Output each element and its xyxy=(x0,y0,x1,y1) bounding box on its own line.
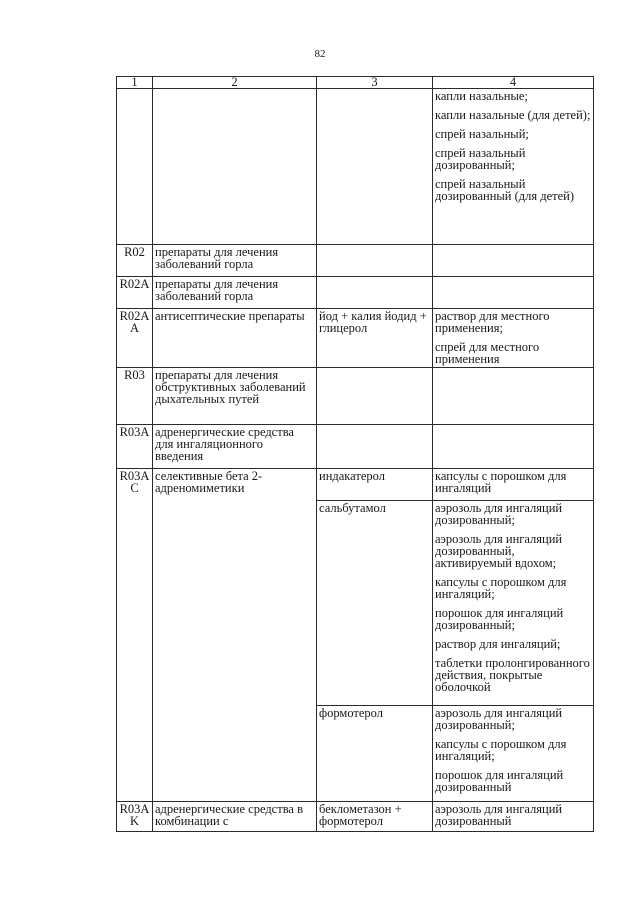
group-name: адренергические средства для ингаляционного введения xyxy=(153,425,317,469)
page-number: 82 xyxy=(314,48,326,60)
drug-name: беклометазон + формотерол xyxy=(317,802,433,832)
column-header: 1 xyxy=(117,77,153,89)
name-cell xyxy=(153,89,317,245)
medication-table xyxy=(116,76,594,832)
group-name: антисептические препараты xyxy=(153,309,317,368)
group-name: адренергические средства в комбинации с xyxy=(153,802,317,832)
forms-cell xyxy=(433,425,594,469)
column-header: 2 xyxy=(153,77,317,89)
dosage-form: капли назальные; xyxy=(435,89,528,103)
table-row xyxy=(117,368,594,425)
table-row xyxy=(117,277,594,309)
dosage-form: спрей для местного применения xyxy=(435,340,540,366)
forms-cell xyxy=(433,89,594,245)
atc-code: R02A A xyxy=(117,309,153,368)
dosage-form: аэрозоль для ингаляций дозированный, активируемый вдохом; xyxy=(435,532,563,570)
dosage-form: аэрозоль для ингаляций дозированный xyxy=(435,802,563,828)
column-header: 3 xyxy=(317,77,433,89)
forms-cell xyxy=(433,368,594,425)
forms-cell xyxy=(433,245,594,277)
dosage-form: спрей назальный дозированный (для детей) xyxy=(435,177,575,203)
dosage-form: порошок для ингаляций дозированный; xyxy=(435,606,564,632)
group-name: препараты для лечения обструктивных заболеваний дыхательных путей xyxy=(153,368,317,425)
drug-cell xyxy=(317,245,433,277)
drug-cell xyxy=(317,425,433,469)
atc-code: R02A xyxy=(117,277,153,309)
forms-cell xyxy=(433,277,594,309)
forms-cell xyxy=(433,706,594,802)
table-row xyxy=(117,425,594,469)
group-name: селективные бета 2-адреномиметики xyxy=(153,469,317,802)
table-row xyxy=(117,802,594,832)
dosage-form: раствор для ингаляций; xyxy=(435,637,561,651)
drug-name: формотерол xyxy=(317,706,433,802)
dosage-form: капсулы с порошком для ингаляций; xyxy=(435,737,567,763)
dosage-form: капсулы с порошком для ингаляций xyxy=(435,469,567,495)
dosage-form: спрей назальный дозированный; xyxy=(435,146,526,172)
dosage-form: порошок для ингаляций дозированный xyxy=(435,768,564,794)
drug-cell xyxy=(317,89,433,245)
atc-code: R02 xyxy=(117,245,153,277)
atc-code: R03A K xyxy=(117,802,153,832)
dosage-form: спрей назальный; xyxy=(435,127,529,141)
forms-cell xyxy=(433,501,594,706)
atc-code: R03 xyxy=(117,368,153,425)
dosage-form: таблетки пролонгированного действия, покрытые оболочкой xyxy=(435,656,590,694)
dosage-form: капли назальные (для детей); xyxy=(435,108,591,122)
table-row xyxy=(117,309,594,368)
table-row xyxy=(117,245,594,277)
atc-code: R03A C xyxy=(117,469,153,802)
column-header: 4 xyxy=(433,77,594,89)
group-name: препараты для лечения заболеваний горла xyxy=(153,277,317,309)
drug-name: йод + калия йодид + глицерол xyxy=(317,309,433,368)
drug-cell xyxy=(317,277,433,309)
dosage-form: аэрозоль для ингаляций дозированный; xyxy=(435,706,563,732)
table-header-row xyxy=(117,77,594,89)
forms-cell xyxy=(433,802,594,832)
dosage-form: аэрозоль для ингаляций дозированный; xyxy=(435,501,563,527)
atc-code: R03A xyxy=(117,425,153,469)
drug-cell xyxy=(317,368,433,425)
drug-name: индакатерол xyxy=(317,469,433,501)
dosage-form: капсулы с порошком для ингаляций; xyxy=(435,575,567,601)
code-cell xyxy=(117,89,153,245)
table-row xyxy=(117,89,594,245)
dosage-form: раствор для местного применения; xyxy=(435,309,550,335)
table-row xyxy=(117,469,594,501)
group-name: препараты для лечения заболеваний горла xyxy=(153,245,317,277)
forms-cell xyxy=(433,469,594,501)
drug-name: сальбутамол xyxy=(317,501,433,706)
forms-cell xyxy=(433,309,594,368)
